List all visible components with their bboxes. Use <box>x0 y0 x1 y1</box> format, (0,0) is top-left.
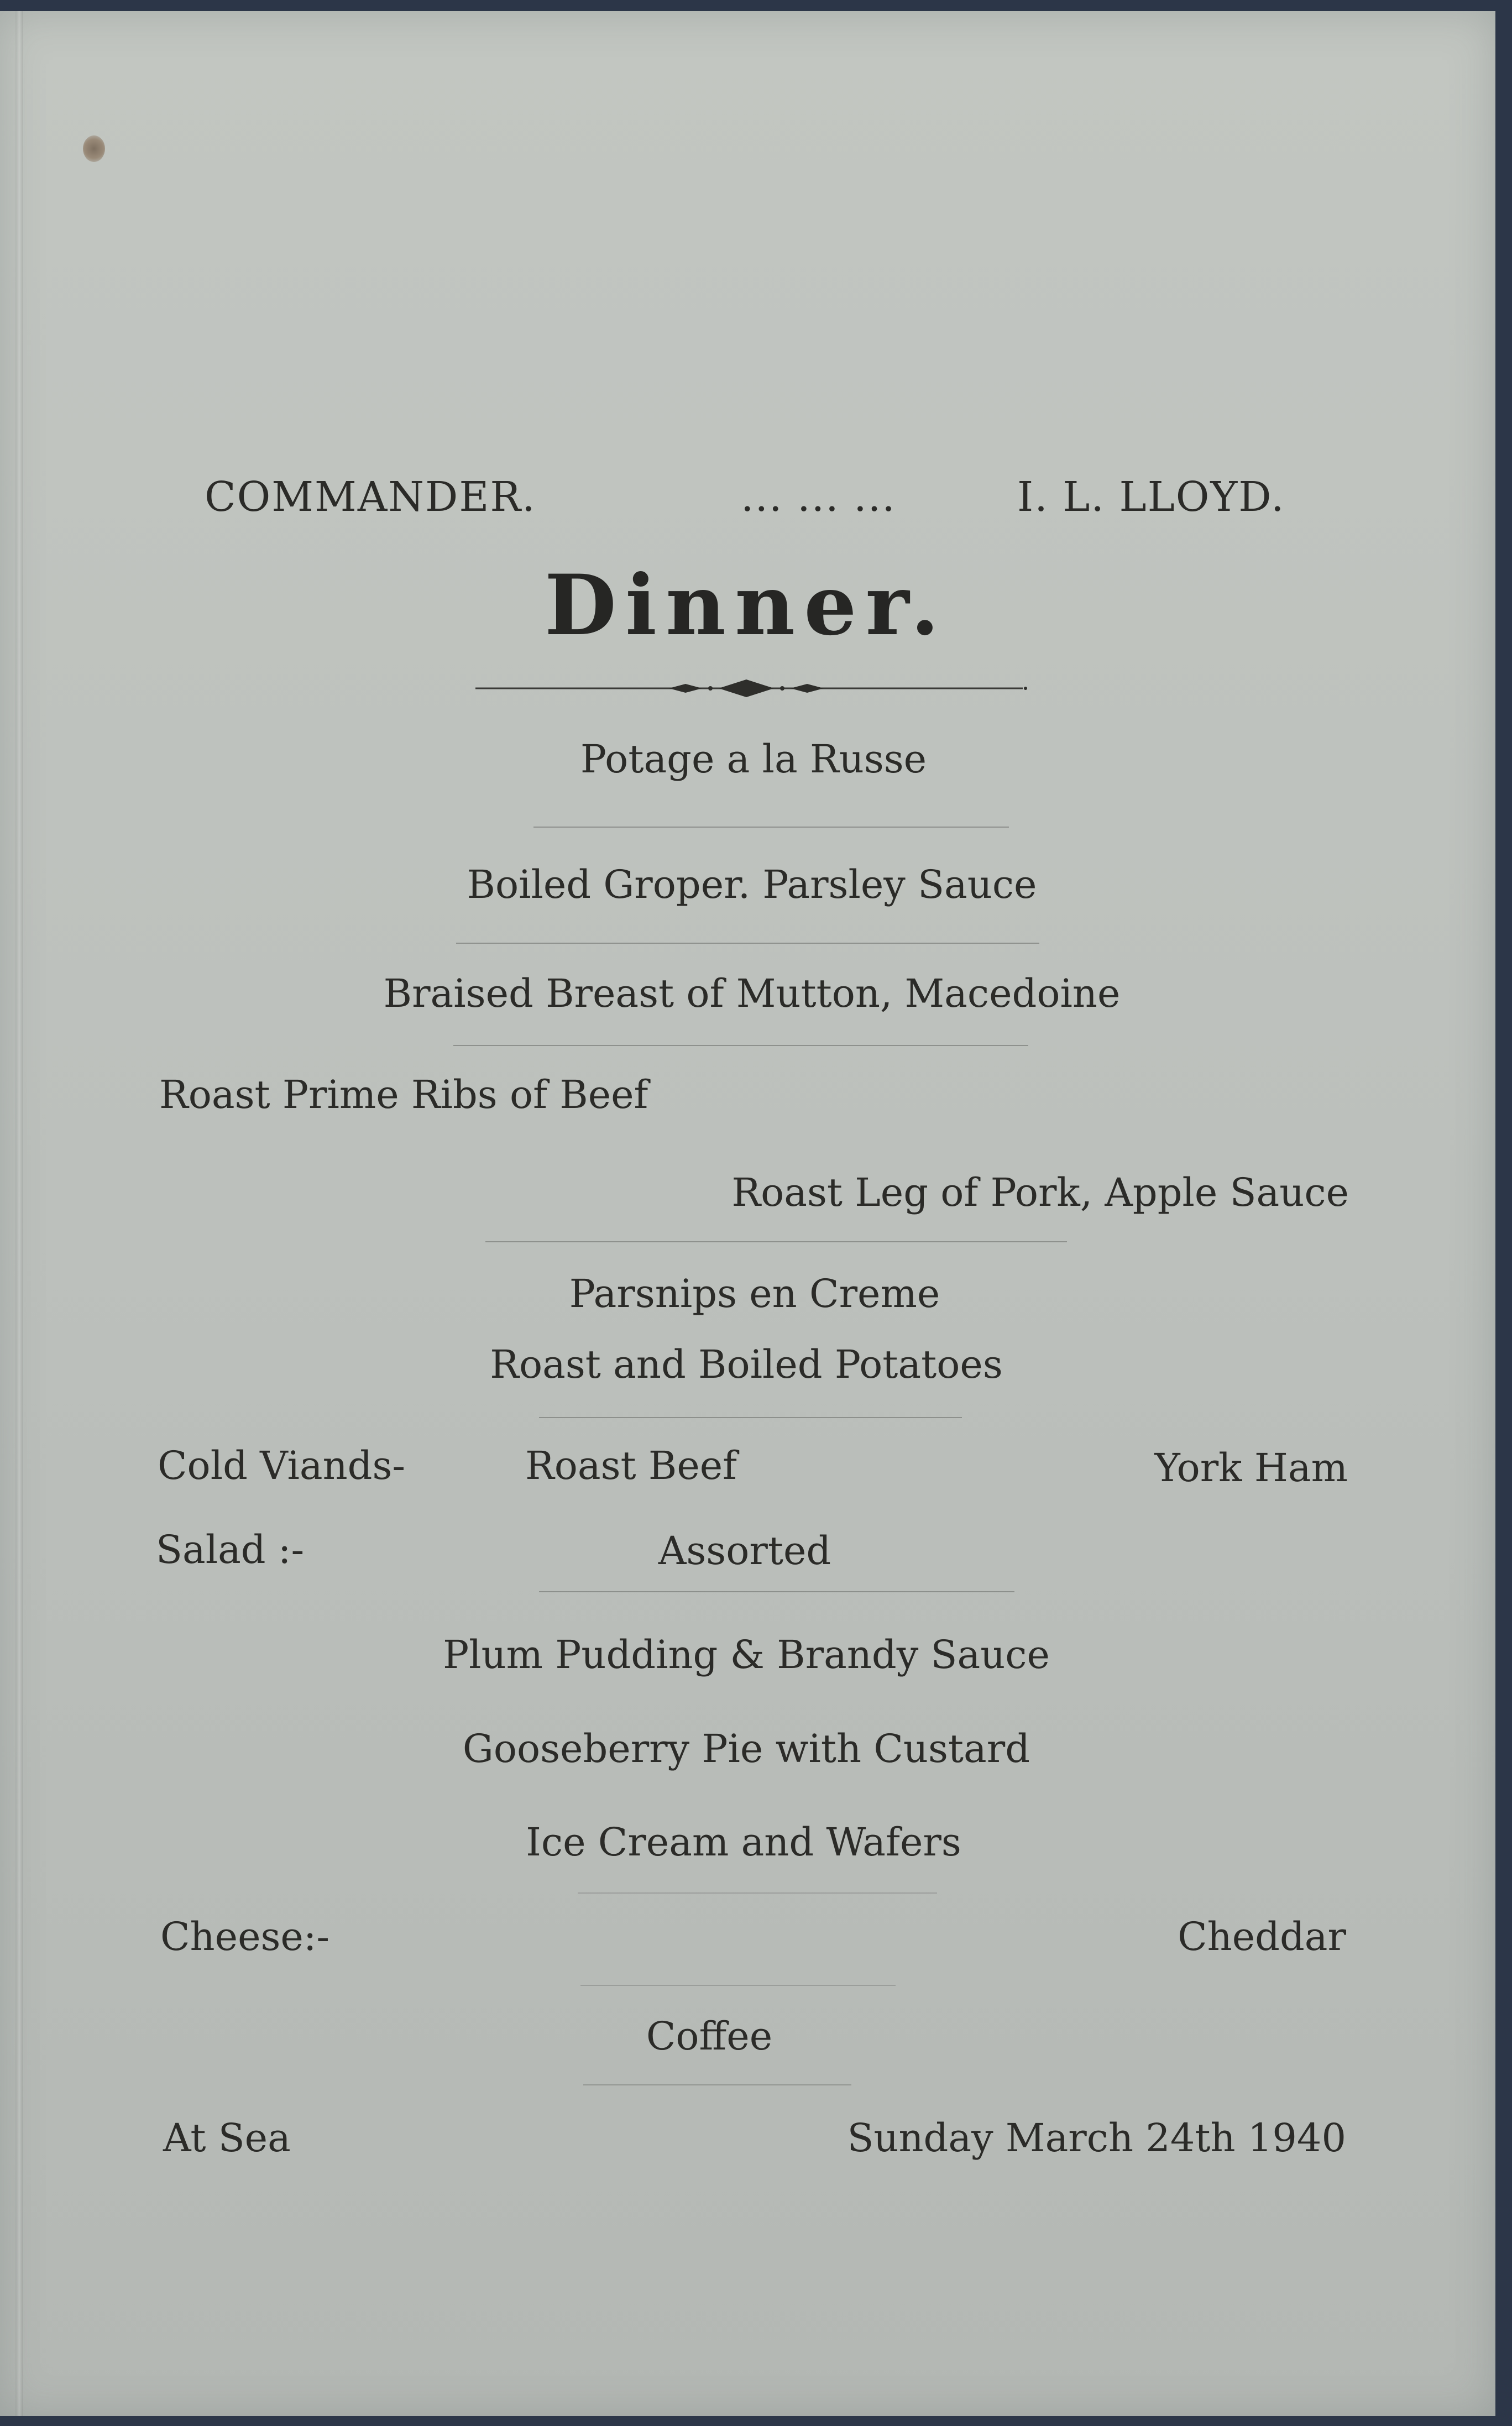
divider-rule <box>539 1417 962 1418</box>
menu-coffee: Coffee <box>646 2014 773 2059</box>
stain-mark <box>83 135 105 162</box>
page-fold <box>15 11 23 2416</box>
divider-rule <box>533 827 1009 828</box>
menu-parsnips: Parsnips en Creme <box>569 1271 940 1316</box>
header-dots: ... ... ... <box>741 473 896 521</box>
commander-label: COMMANDER. <box>205 473 536 521</box>
divider-rule <box>583 2084 851 2085</box>
dessert-pie: Gooseberry Pie with Custard <box>462 1726 1030 1771</box>
salad-label: Salad :- <box>156 1527 305 1572</box>
divider-rule <box>456 943 1039 944</box>
footer-location: At Sea <box>163 2115 291 2161</box>
divider-rule <box>485 1241 1067 1242</box>
dessert-ice-cream: Ice Cream and Wafers <box>526 1820 961 1865</box>
menu-entree: Braised Breast of Mutton, Macedoine <box>383 971 1121 1016</box>
divider-rule <box>578 1892 937 1894</box>
dessert-pudding: Plum Pudding & Brandy Sauce <box>443 1632 1050 1677</box>
footer-date: Sunday March 24th 1940 <box>847 2115 1346 2161</box>
commander-name: I. L. LLOYD. <box>1017 473 1285 521</box>
menu-soup: Potage a la Russe <box>580 736 927 782</box>
divider-rule <box>580 1985 896 1986</box>
cheese-label: Cheese:- <box>160 1914 330 1959</box>
menu-fish: Boiled Groper. Parsley Sauce <box>467 862 1037 907</box>
cold-item-ham: York Ham <box>1154 1445 1348 1491</box>
page-title: Dinner. <box>544 557 949 654</box>
salad-item: Assorted <box>658 1528 831 1573</box>
menu-roast-pork: Roast Leg of Pork, Apple Sauce <box>731 1170 1349 1215</box>
divider-rule <box>453 1045 1028 1046</box>
cheese-item: Cheddar <box>1178 1914 1346 1959</box>
cold-viands-label: Cold Viands- <box>158 1443 406 1488</box>
ornament-divider <box>475 677 1028 699</box>
menu-roast-beef: Roast Prime Ribs of Beef <box>159 1072 648 1117</box>
cold-item-beef: Roast Beef <box>525 1443 737 1488</box>
menu-potatoes: Roast and Boiled Potatoes <box>490 1342 1003 1387</box>
divider-rule <box>539 1591 1014 1592</box>
